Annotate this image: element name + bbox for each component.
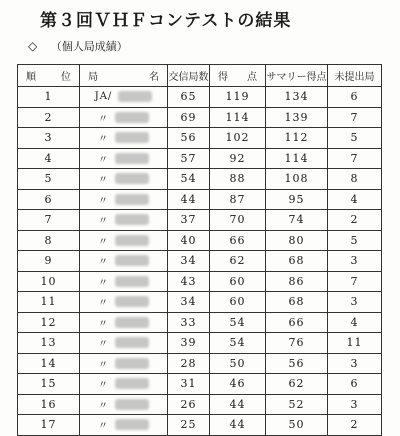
unsubmitted-cell: 6 (328, 374, 382, 395)
points-cell: 54 (210, 333, 266, 354)
station-prefix: 〃 (98, 318, 109, 330)
station-prefix: 〃 (98, 421, 109, 433)
rank-cell: 9 (18, 251, 80, 272)
summary-cell: 50 (266, 415, 328, 436)
redacted-callsign (115, 276, 149, 287)
station-cell (80, 210, 168, 231)
rank-cell: 1 (18, 87, 80, 108)
points-cell: 44 (210, 394, 266, 415)
section-heading (28, 38, 128, 54)
points-cell: 119 (210, 87, 266, 108)
summary-cell: 52 (266, 394, 328, 415)
rank-cell: 11 (18, 292, 80, 313)
unsubmitted-cell: 7 (328, 148, 382, 169)
station-cell (80, 271, 168, 292)
station-cell (80, 415, 168, 436)
header-summary: サマリー得点 (266, 65, 328, 87)
station-prefix: 〃 (98, 195, 109, 207)
qso-cell: 69 (168, 107, 210, 128)
rank-cell: 17 (18, 415, 80, 436)
station-prefix: 〃 (98, 216, 109, 228)
station-prefix: JA/ (94, 91, 113, 103)
redacted-callsign (115, 296, 149, 307)
rank-cell: 8 (18, 230, 80, 251)
station-prefix: 〃 (98, 400, 109, 412)
points-cell: 60 (210, 271, 266, 292)
summary-cell: 114 (266, 148, 328, 169)
table-row (18, 148, 382, 169)
diamond-marker-icon: ◇ (28, 39, 38, 53)
header-unsubmitted: 未提出局 (328, 65, 382, 87)
unsubmitted-cell: 3 (328, 251, 382, 272)
header-rank-char-1: 順 (26, 72, 36, 83)
summary-cell: 66 (266, 312, 328, 333)
redacted-callsign (115, 132, 149, 143)
redacted-callsign (115, 255, 149, 266)
station-cell (80, 312, 168, 333)
redacted-callsign (115, 358, 149, 369)
station-prefix: 〃 (98, 380, 109, 392)
points-cell: 102 (210, 128, 266, 149)
unsubmitted-cell: 2 (328, 210, 382, 231)
summary-cell: 86 (266, 271, 328, 292)
qso-cell: 44 (168, 189, 210, 210)
station-cell (80, 333, 168, 354)
station-cell (80, 374, 168, 395)
points-cell: 70 (210, 210, 266, 231)
rank-cell: 13 (18, 333, 80, 354)
points-cell: 114 (210, 107, 266, 128)
station-prefix: 〃 (98, 175, 109, 187)
table-row (18, 353, 382, 374)
page-title: 第３回ＶＨＦコンテストの結果 (40, 11, 292, 31)
redacted-callsign (115, 317, 149, 328)
table-row (18, 210, 382, 231)
qso-cell: 31 (168, 374, 210, 395)
redacted-callsign (115, 112, 149, 123)
qso-cell: 28 (168, 353, 210, 374)
rank-cell: 14 (18, 353, 80, 374)
station-cell (80, 148, 168, 169)
table-row (18, 415, 382, 436)
summary-cell: 56 (266, 353, 328, 374)
station-prefix: 〃 (98, 113, 109, 125)
unsubmitted-cell: 11 (328, 333, 382, 354)
summary-cell: 134 (266, 87, 328, 108)
points-cell: 50 (210, 353, 266, 374)
station-prefix: 〃 (98, 154, 109, 166)
station-prefix: 〃 (98, 257, 109, 269)
station-cell (80, 230, 168, 251)
rank-cell: 6 (18, 189, 80, 210)
rank-cell: 15 (18, 374, 80, 395)
table-row (18, 251, 382, 272)
redacted-callsign (115, 194, 149, 205)
qso-cell: 26 (168, 394, 210, 415)
header-points-char-1: 得 (218, 72, 228, 83)
station-cell (80, 394, 168, 415)
unsubmitted-cell: 7 (328, 107, 382, 128)
points-cell: 62 (210, 251, 266, 272)
redacted-callsign (115, 153, 149, 164)
unsubmitted-cell: 3 (328, 394, 382, 415)
summary-cell: 68 (266, 251, 328, 272)
station-prefix: 〃 (98, 236, 109, 248)
table-row (18, 394, 382, 415)
header-station-char-1: 局 (88, 72, 98, 83)
station-cell (80, 189, 168, 210)
summary-cell: 112 (266, 128, 328, 149)
redacted-callsign (115, 214, 149, 225)
redacted-callsign (115, 419, 149, 430)
summary-cell: 76 (266, 333, 328, 354)
summary-cell: 139 (266, 107, 328, 128)
unsubmitted-cell: 2 (328, 415, 382, 436)
table-row (18, 230, 382, 251)
header-station-char-2: 名 (149, 72, 159, 83)
rank-cell: 5 (18, 169, 80, 190)
table-row (18, 271, 382, 292)
station-cell (80, 128, 168, 149)
qso-cell: 57 (168, 148, 210, 169)
qso-cell: 39 (168, 333, 210, 354)
table-row (18, 333, 382, 354)
points-cell: 66 (210, 230, 266, 251)
header-points-char-2: 点 (247, 72, 257, 83)
station-prefix: 〃 (98, 134, 109, 146)
section-label: （個人局成績） (50, 40, 128, 53)
points-cell: 46 (210, 374, 266, 395)
station-cell (80, 87, 168, 108)
table-row (18, 189, 382, 210)
header-rank-char-2: 位 (61, 72, 71, 83)
station-prefix: 〃 (98, 298, 109, 310)
summary-cell: 62 (266, 374, 328, 395)
rank-cell: 10 (18, 271, 80, 292)
table-row (18, 107, 382, 128)
redacted-callsign (115, 173, 149, 184)
results-table (17, 64, 382, 436)
station-cell (80, 251, 168, 272)
qso-cell: 40 (168, 230, 210, 251)
points-cell: 88 (210, 169, 266, 190)
table-row (18, 169, 382, 190)
station-prefix: 〃 (98, 359, 109, 371)
table-body (18, 87, 382, 436)
station-cell (80, 353, 168, 374)
header-qso: 交信局数 (168, 65, 210, 87)
unsubmitted-cell: 4 (328, 312, 382, 333)
summary-cell: 74 (266, 210, 328, 231)
station-prefix: 〃 (98, 277, 109, 289)
summary-cell: 68 (266, 292, 328, 313)
summary-cell: 95 (266, 189, 328, 210)
table-row (18, 312, 382, 333)
redacted-callsign (115, 337, 149, 348)
station-prefix: 〃 (98, 339, 109, 351)
station-cell (80, 169, 168, 190)
unsubmitted-cell: 5 (328, 230, 382, 251)
unsubmitted-cell: 4 (328, 189, 382, 210)
points-cell: 54 (210, 312, 266, 333)
qso-cell: 37 (168, 210, 210, 231)
points-cell: 92 (210, 148, 266, 169)
table-row (18, 128, 382, 149)
header-rank (18, 65, 80, 87)
summary-cell: 80 (266, 230, 328, 251)
qso-cell: 56 (168, 128, 210, 149)
rank-cell: 4 (18, 148, 80, 169)
redacted-callsign (115, 235, 149, 246)
unsubmitted-cell: 6 (328, 87, 382, 108)
station-cell (80, 292, 168, 313)
unsubmitted-cell: 8 (328, 169, 382, 190)
qso-cell: 34 (168, 292, 210, 313)
points-cell: 44 (210, 415, 266, 436)
rank-cell: 16 (18, 394, 80, 415)
redacted-callsign (118, 91, 152, 102)
table-row (18, 292, 382, 313)
qso-cell: 33 (168, 312, 210, 333)
unsubmitted-cell: 3 (328, 353, 382, 374)
unsubmitted-cell: 5 (328, 128, 382, 149)
table-header-row (18, 65, 382, 87)
rank-cell: 12 (18, 312, 80, 333)
unsubmitted-cell: 7 (328, 271, 382, 292)
qso-cell: 54 (168, 169, 210, 190)
rank-cell: 3 (18, 128, 80, 149)
table-row (18, 374, 382, 395)
header-points (210, 65, 266, 87)
redacted-callsign (115, 378, 149, 389)
rank-cell: 7 (18, 210, 80, 231)
qso-cell: 25 (168, 415, 210, 436)
summary-cell: 108 (266, 169, 328, 190)
qso-cell: 43 (168, 271, 210, 292)
redacted-callsign (115, 399, 149, 410)
rank-cell: 2 (18, 107, 80, 128)
table-row (18, 87, 382, 108)
qso-cell: 65 (168, 87, 210, 108)
qso-cell: 34 (168, 251, 210, 272)
header-station (80, 65, 168, 87)
station-cell (80, 107, 168, 128)
unsubmitted-cell: 3 (328, 292, 382, 313)
points-cell: 60 (210, 292, 266, 313)
points-cell: 87 (210, 189, 266, 210)
